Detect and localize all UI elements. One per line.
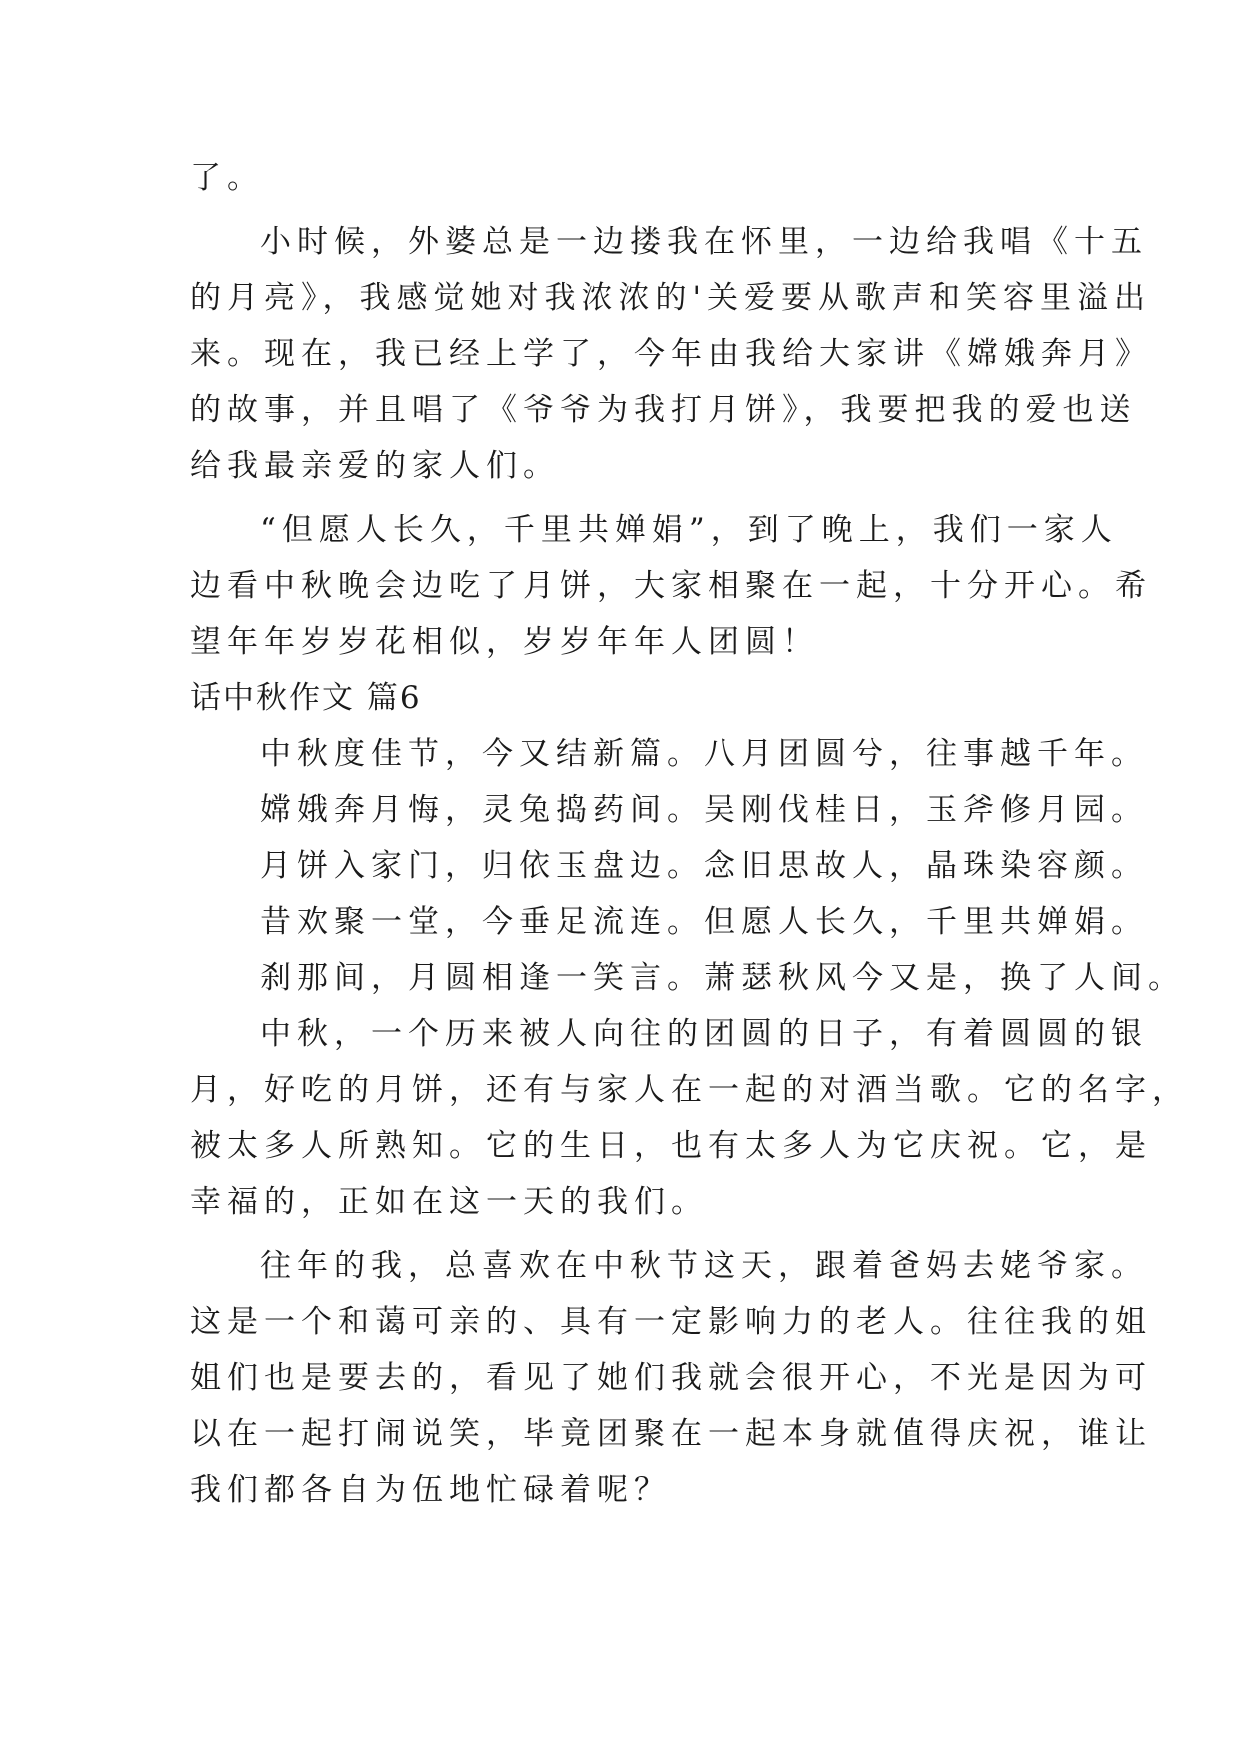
text-line: 往年的我，总喜欢在中秋节这天，跟着爸妈去姥爷家。	[260, 1248, 1148, 1284]
poem-line: 月饼入家门，归依玉盘边。念旧思故人，晶珠染容颜。	[260, 848, 1148, 884]
text-line: 给我最亲爱的家人们。	[190, 448, 560, 484]
poem-line: 嫦娥奔月悔，灵兔捣药间。吴刚伐桂日，玉斧修月园。	[260, 792, 1148, 828]
poem-line: 中秋度佳节，今又结新篇。八月团圆兮，往事越千年。	[260, 736, 1148, 772]
text-line: 的月亮》，我感觉她对我浓浓的'关爱要从歌声和笑容里溢出	[190, 280, 1152, 316]
text-line: 了。	[190, 160, 264, 196]
text-line: 被太多人所熟知。它的生日，也有太多人为它庆祝。它，是	[190, 1128, 1152, 1164]
text-line: 我们都各自为伍地忙碌着呢？	[190, 1472, 671, 1508]
text-line: 的故事，并且唱了《爷爷为我打月饼》，我要把我的爱也送	[190, 392, 1137, 428]
text-line: “但愿人长久，千里共婵娟”，到了晚上，我们一家人	[260, 512, 1118, 548]
poem-line: 昔欢聚一堂，今垂足流连。但愿人长久，千里共婵娟。	[260, 904, 1148, 940]
text-line: 望年年岁岁花相似，岁岁年年人团圆！	[190, 624, 819, 660]
text-line: 来。现在，我已经上学了，今年由我给大家讲《嫦娥奔月》	[190, 336, 1152, 372]
poem-line: 刹那间，月圆相逢一笑言。萧瑟秋风今又是，换了人间。	[260, 960, 1185, 996]
text-line: 姐们也是要去的，看见了她们我就会很开心，不光是因为可	[190, 1360, 1152, 1396]
text-line: 幸福的，正如在这一天的我们。	[190, 1184, 708, 1220]
text-line: 月，好吃的月饼，还有与家人在一起的对酒当歌。它的名字，	[190, 1072, 1189, 1108]
text-line: 小时候，外婆总是一边搂我在怀里，一边给我唱《十五	[260, 224, 1148, 260]
document-page	[190, 150, 1189, 1518]
text-line: 边看中秋晚会边吃了月饼，大家相聚在一起，十分开心。希	[190, 568, 1152, 604]
text-line: 这是一个和蔼可亲的、具有一定影响力的老人。往往我的姐	[190, 1304, 1152, 1340]
section-heading: 话中秋作文 篇6	[190, 680, 422, 716]
text-line: 以在一起打闹说笑，毕竟团聚在一起本身就值得庆祝，谁让	[190, 1416, 1152, 1452]
text-line: 中秋，一个历来被人向往的团圆的日子，有着圆圆的银	[260, 1016, 1148, 1052]
